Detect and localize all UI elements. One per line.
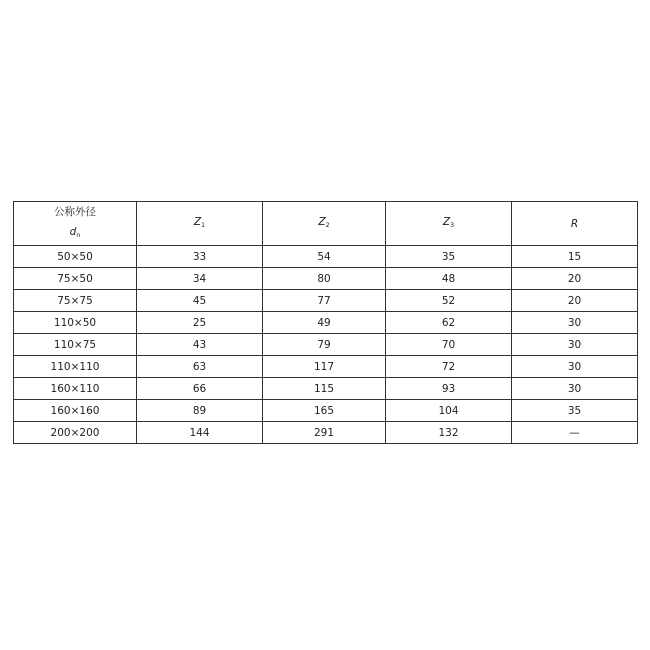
cell-z3: 104	[386, 400, 512, 422]
cell-z1: 63	[137, 356, 263, 378]
cell-z3: 35	[386, 246, 512, 268]
cell-size: 110×75	[14, 334, 137, 356]
header-z3-sub: 3	[450, 221, 455, 229]
cell-size: 75×50	[14, 268, 137, 290]
cell-r: 35	[512, 400, 638, 422]
cell-r: 30	[512, 378, 638, 400]
table-row	[14, 356, 638, 378]
cell-z2: 115	[263, 378, 386, 400]
cell-z1: 34	[137, 268, 263, 290]
cell-z1: 25	[137, 312, 263, 334]
dimension-table	[13, 201, 638, 444]
cell-z3: 72	[386, 356, 512, 378]
cell-z1: 33	[137, 246, 263, 268]
header-r-symbol: R	[570, 217, 579, 230]
table-header-row	[14, 202, 638, 246]
cell-size: 200×200	[14, 422, 137, 444]
cell-z2: 291	[263, 422, 386, 444]
cell-z2: 79	[263, 334, 386, 356]
header-z2-symbol: Z	[318, 216, 326, 228]
header-z3-symbol: Z	[442, 216, 451, 228]
cell-r: 20	[512, 290, 638, 312]
cell-z2: 49	[263, 312, 386, 334]
cell-z1: 45	[137, 290, 263, 312]
cell-z3: 48	[386, 268, 512, 290]
header-z1	[137, 202, 263, 246]
cell-r: 30	[512, 334, 638, 356]
cell-z1: 89	[137, 400, 263, 422]
header-z3	[386, 202, 512, 246]
cell-size: 110×110	[14, 356, 137, 378]
cell-size: 160×110	[14, 378, 137, 400]
header-nominal-size	[14, 202, 137, 246]
header-size-symbol-wrap	[14, 224, 136, 243]
cell-r: 30	[512, 356, 638, 378]
header-size-symbol-sub: n	[76, 231, 81, 239]
table-row	[14, 290, 638, 312]
header-z1-sub: 1	[201, 221, 206, 229]
cell-z2: 117	[263, 356, 386, 378]
cell-z1: 144	[137, 422, 263, 444]
table-row	[14, 400, 638, 422]
cell-z2: 77	[263, 290, 386, 312]
cell-r: 20	[512, 268, 638, 290]
table-row	[14, 312, 638, 334]
cell-z3: 132	[386, 422, 512, 444]
table-row	[14, 378, 638, 400]
cell-z2: 165	[263, 400, 386, 422]
cell-z3: 70	[386, 334, 512, 356]
cell-size: 110×50	[14, 312, 137, 334]
cell-size: 160×160	[14, 400, 137, 422]
cell-z3: 62	[386, 312, 512, 334]
cell-z2: 54	[263, 246, 386, 268]
cell-z1: 66	[137, 378, 263, 400]
header-r	[512, 202, 638, 246]
header-size-label: 公称外径	[54, 206, 96, 218]
cell-size: 50×50	[14, 246, 137, 268]
table-row	[14, 422, 638, 444]
cell-z3: 93	[386, 378, 512, 400]
cell-r: 15	[512, 246, 638, 268]
header-z2-sub: 2	[325, 221, 330, 229]
header-z2	[263, 202, 386, 246]
header-z1-symbol: Z	[193, 216, 202, 228]
cell-r: —	[512, 422, 638, 444]
table-row	[14, 334, 638, 356]
cell-z3: 52	[386, 290, 512, 312]
cell-r: 30	[512, 312, 638, 334]
table-row	[14, 246, 638, 268]
cell-z1: 43	[137, 334, 263, 356]
cell-z2: 80	[263, 268, 386, 290]
header-size-symbol: d	[69, 226, 77, 238]
table-row	[14, 268, 638, 290]
cell-size: 75×75	[14, 290, 137, 312]
